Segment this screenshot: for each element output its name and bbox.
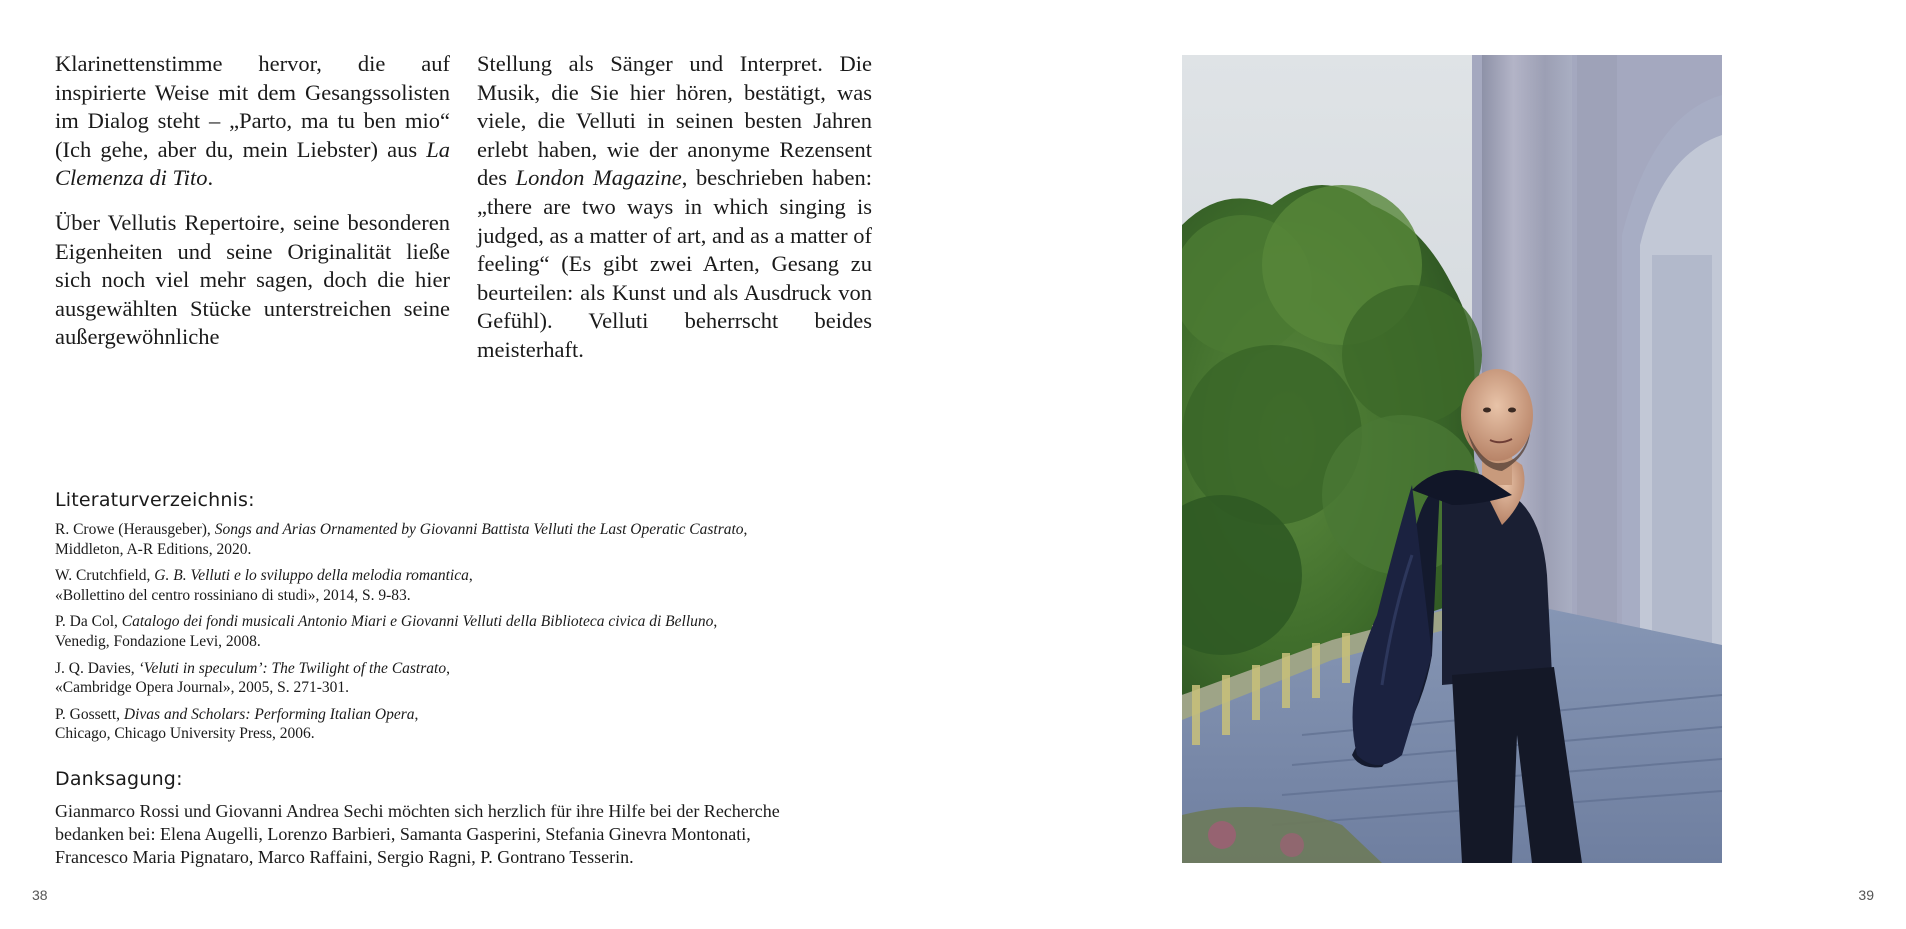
acknowledgements-text: [55, 800, 855, 868]
paragraph-1-end: .: [207, 165, 214, 191]
bibliography-list: [55, 520, 815, 751]
paragraph-3: [477, 50, 872, 365]
bibliography-entry: [55, 705, 815, 744]
entry-line-1: [55, 520, 815, 540]
bibliography-entry: [55, 612, 815, 651]
entry-author: W. Crutchfield,: [55, 567, 155, 585]
paragraph-1: [55, 50, 450, 193]
entry-details: «Bollettino del centro rossiniano di studi», 2014, S. 9-83.: [55, 586, 411, 604]
text-column-2: [477, 50, 872, 365]
acknowledgements-line: Francesco Maria Pignataro, Marco Raffaini, Sergio Ragni, P. Gontrano Tesserin.: [55, 846, 634, 867]
entry-line-1: [55, 705, 815, 725]
entry-title-suffix: ,: [468, 567, 473, 585]
entry-author: R. Crowe (Herausgeber),: [55, 521, 215, 538]
publication-title: London Magazine: [515, 165, 682, 191]
entry-title-suffix: ,: [414, 705, 419, 723]
bibliography-entry: [55, 659, 815, 698]
page-number-left: 38: [32, 887, 48, 903]
acknowledgements-line: Gianmarco Rossi und Giovanni Andrea Sechi möchten sich herzlich für ihre Hilfe bei der Recherche: [55, 801, 780, 821]
entry-details: Chicago, Chicago University Press, 2006.: [55, 725, 315, 743]
entry-title-suffix: ,: [713, 613, 718, 631]
entry-details: «Cambridge Opera Journal», 2005, S. 271-301.: [55, 679, 350, 697]
entry-line-1: [55, 566, 815, 586]
acknowledgements-heading: Danksagung:: [55, 768, 183, 790]
entry-title: G. B. Velluti e lo sviluppo della melodia romantica: [154, 567, 469, 585]
entry-line-1: [55, 659, 815, 679]
bibliography-heading: Literaturverzeichnis:: [55, 489, 255, 511]
bibliography-entry: [55, 520, 815, 559]
entry-title-suffix: ,: [446, 659, 450, 677]
work-title: La Clemenza di Tito: [55, 136, 450, 191]
entry-title: Divas and Scholars: Performing Italian Opera: [123, 705, 415, 723]
entry-title: Songs and Arias Ornamented by Giovanni Battista Velluti the Last Operatic Castrato: [214, 521, 744, 538]
paragraph-1-text: Klarinettenstimme hervor, die auf inspirierte Weise mit dem Gesangssolisten im Dialog steht – „Parto, ma tu ben mio“ (Ich gehe, aber du, mein Liebster) aus: [55, 51, 450, 162]
paragraph-2: Über Vellutis Repertoire, seine besonderen Eigenheiten und seine Originalität ließe sich noch viel mehr sagen, doch die hier ausgewählten Stücke unterstreichen seine außergewöhnliche: [55, 209, 450, 350]
entry-author: P. Gossett,: [55, 705, 124, 723]
paragraph-3-text: Stellung als Sänger und Interpret. Die Musik, die Sie hier hören, bestätigt, was viele, die Velluti in seinen besten Jahren erlebt haben, wie der anonyme Rezensent des: [477, 51, 872, 191]
entry-title-suffix: ,: [743, 521, 748, 538]
entry-author: J. Q. Davies,: [55, 659, 139, 677]
text-column-1: [55, 50, 450, 352]
entry-author: P. Da Col,: [55, 613, 122, 631]
bibliography-entry: [55, 566, 815, 605]
entry-title: Catalogo dei fondi musicali Antonio Miari e Giovanni Velluti della Biblioteca civica di Belluno: [121, 613, 714, 631]
entry-title: ‘Veluti in speculum’: The Twilight of the Castrato: [138, 659, 447, 677]
entry-details: Middleton, A-R Editions, 2020.: [55, 540, 252, 558]
page-number-right: 39: [1858, 887, 1874, 903]
singer-photo-illustration: [1182, 55, 1722, 863]
paragraph-3-end: , beschrieben haben: „there are two ways in which singing is judged, as a matter of art, and as a matter of feeling“ (Es gibt zwei Arten, Gesang zu beurteilen: als Kunst und als Ausdruck von Gefühl). Velluti beherrscht beides meisterhaft.: [477, 165, 873, 362]
entry-line-1: [55, 612, 815, 632]
acknowledgements-line: bedanken bei: Elena Augelli, Lorenzo Barbieri, Samanta Gasperini, Stefania Ginevra Montonati,: [55, 823, 751, 844]
singer-photo: [1182, 55, 1722, 863]
entry-details: Venedig, Fondazione Levi, 2008.: [55, 632, 261, 650]
